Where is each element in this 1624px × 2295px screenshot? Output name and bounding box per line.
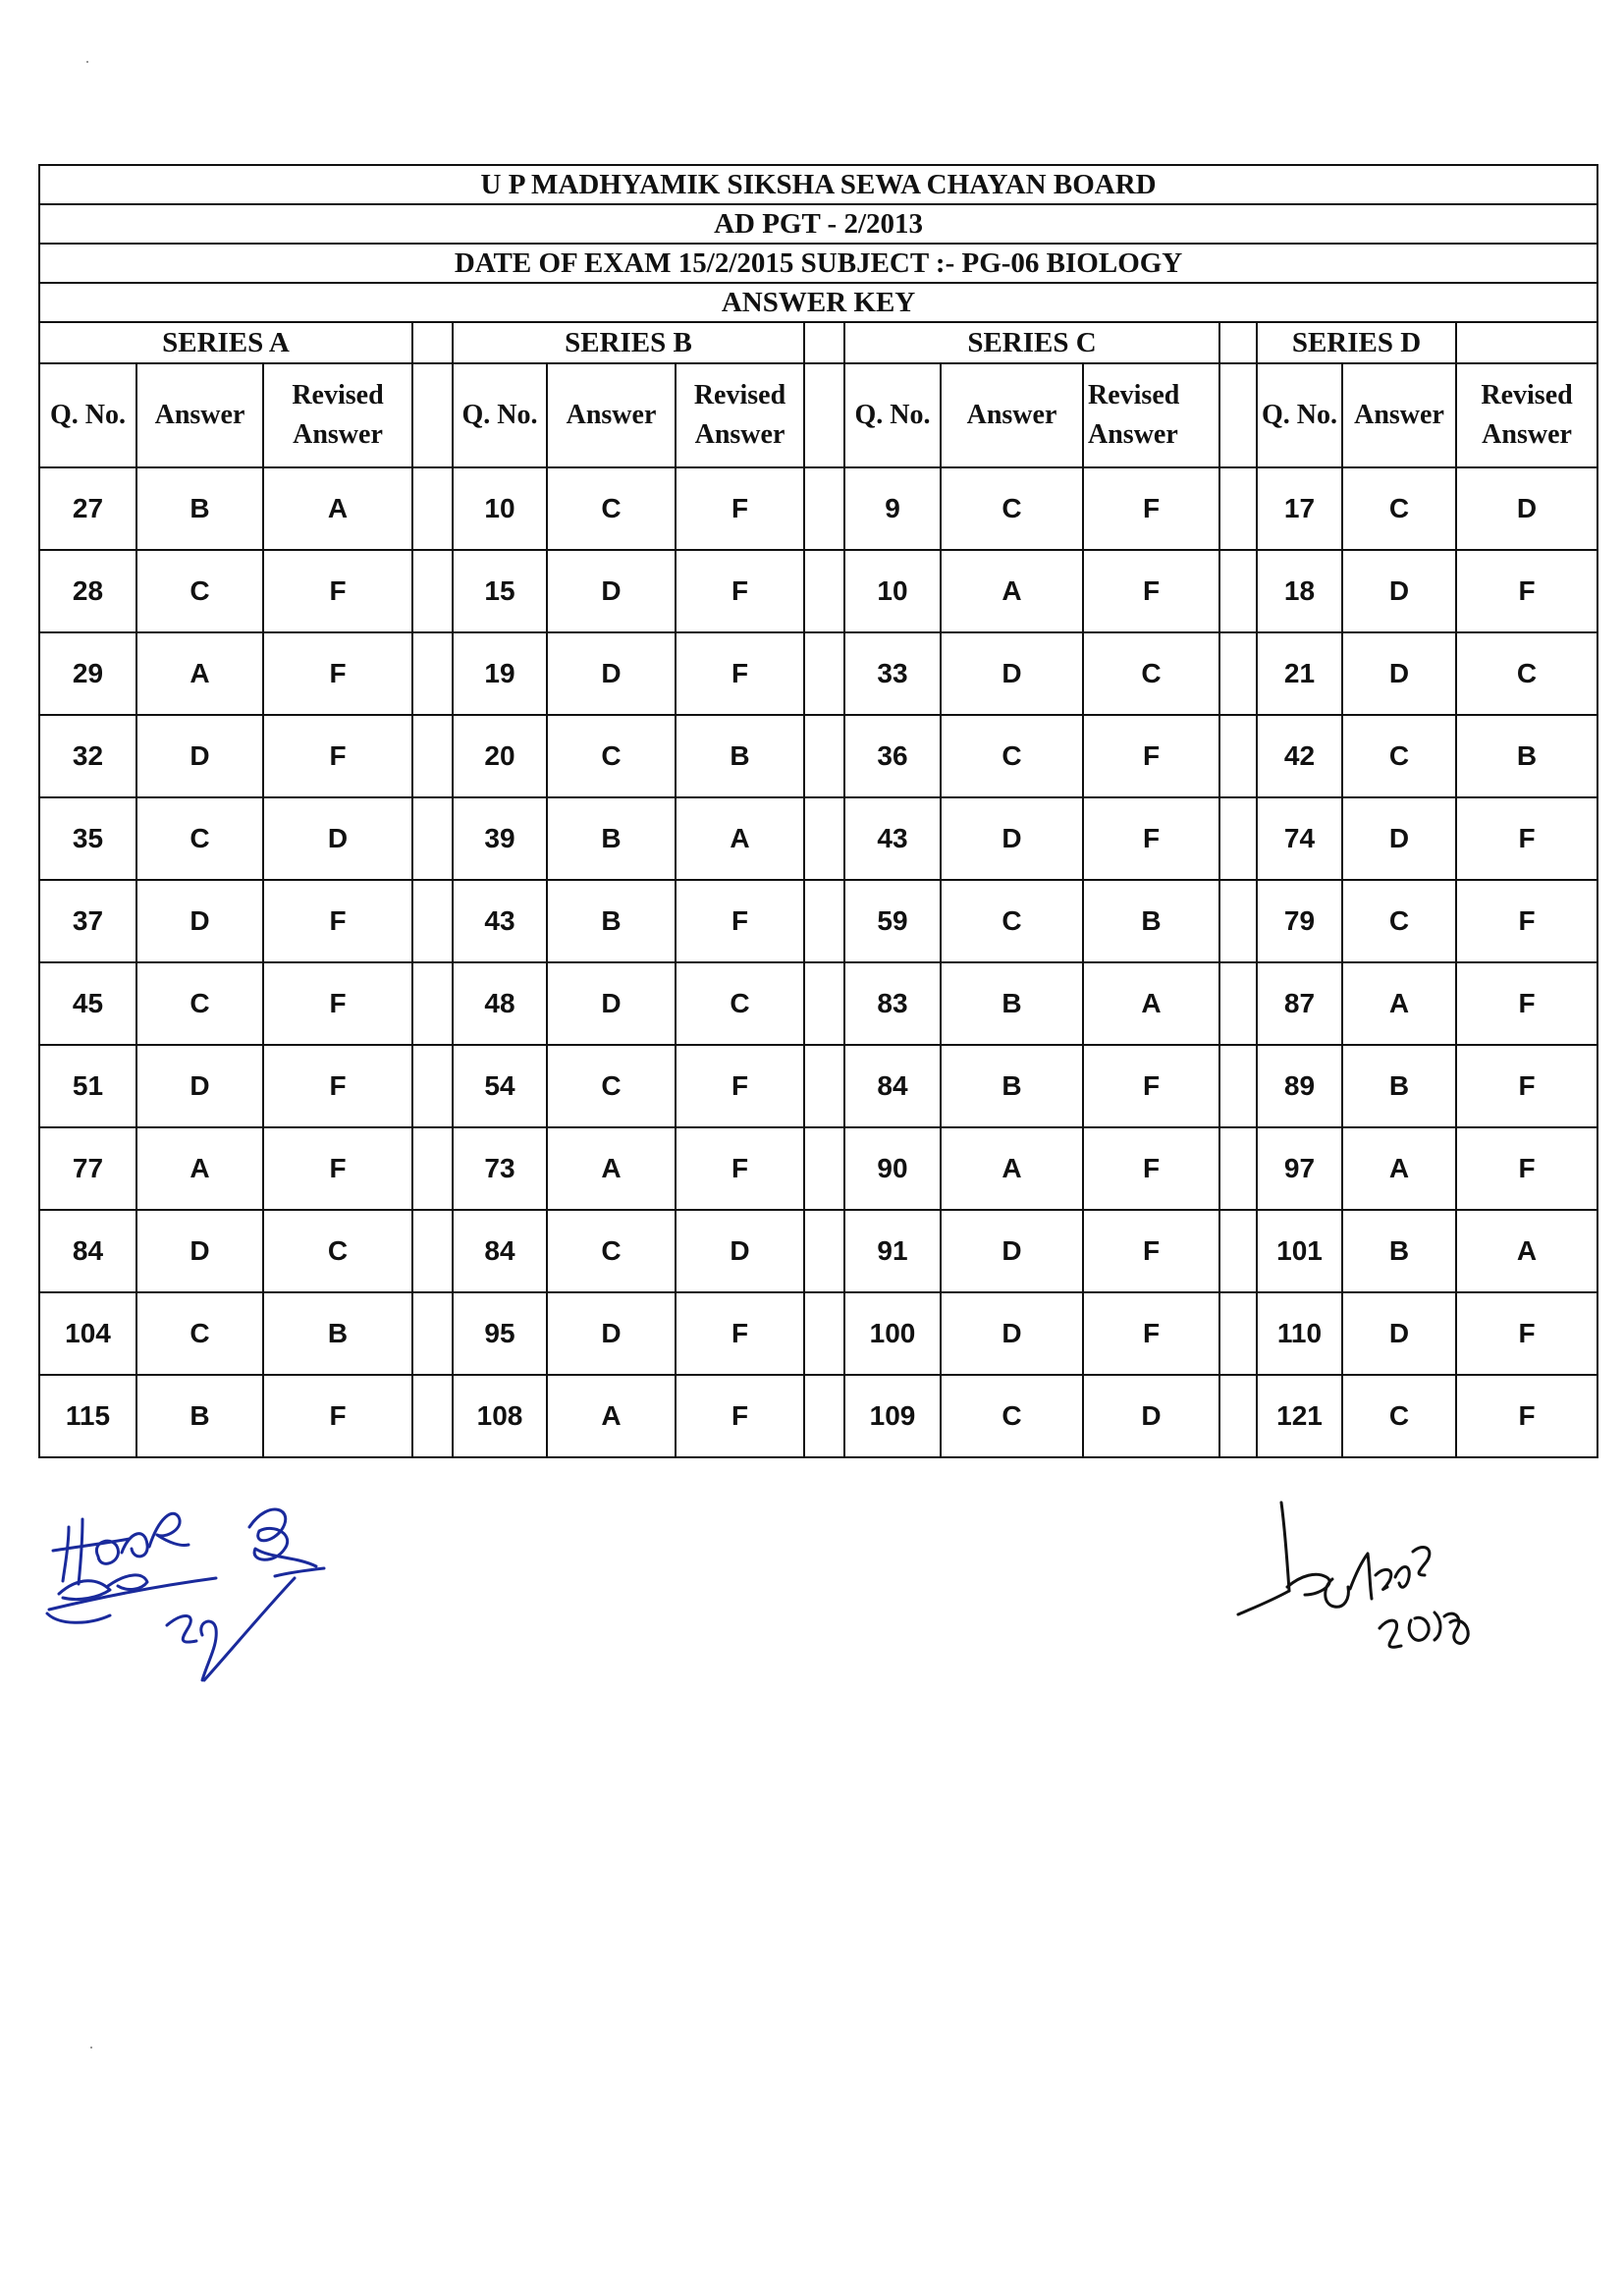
column-gap (804, 467, 844, 550)
column-gap (804, 1210, 844, 1292)
series-b-heading: SERIES B (453, 322, 804, 363)
revised-answer-cell: C (1456, 632, 1597, 715)
column-gap (1219, 1127, 1257, 1210)
revised-answer-cell: F (1456, 797, 1597, 880)
col-revised-answer: Revised Answer (1456, 363, 1597, 467)
revised-answer-cell: D (263, 797, 412, 880)
series-c-heading: SERIES C (844, 322, 1219, 363)
column-gap (804, 880, 844, 962)
table-row (39, 1292, 1597, 1375)
table-row (39, 1210, 1597, 1292)
question-number-cell: 20 (453, 715, 547, 797)
question-number-cell: 17 (1257, 467, 1342, 550)
revised-answer-cell: F (263, 880, 412, 962)
revised-answer-cell: F (1083, 1045, 1219, 1127)
question-number-cell: 10 (844, 550, 941, 632)
column-gap (1219, 467, 1257, 550)
answer-cell: B (136, 467, 263, 550)
question-number-cell: 110 (1257, 1292, 1342, 1375)
table-row (39, 962, 1597, 1045)
answer-cell: C (547, 715, 676, 797)
revised-answer-cell: F (263, 1127, 412, 1210)
column-gap (1219, 1210, 1257, 1292)
revised-answer-cell: A (676, 797, 804, 880)
question-number-cell: 59 (844, 880, 941, 962)
col-qno: Q. No. (844, 363, 941, 467)
column-gap (1219, 797, 1257, 880)
question-number-cell: 84 (39, 1210, 136, 1292)
answer-cell: C (547, 1045, 676, 1127)
series-a-heading: SERIES A (39, 322, 412, 363)
revised-answer-cell: D (1456, 467, 1597, 550)
question-number-cell: 35 (39, 797, 136, 880)
answer-cell: D (941, 1210, 1083, 1292)
signature-right (1232, 1493, 1488, 1660)
column-gap (412, 715, 453, 797)
question-number-cell: 42 (1257, 715, 1342, 797)
table-row (39, 880, 1597, 962)
column-gap (804, 797, 844, 880)
revised-answer-cell: A (263, 467, 412, 550)
revised-answer-cell: B (263, 1292, 412, 1375)
revised-answer-cell: C (1083, 632, 1219, 715)
answer-cell: A (1342, 962, 1456, 1045)
revised-answer-cell: F (676, 1127, 804, 1210)
col-qno: Q. No. (1257, 363, 1342, 467)
column-gap (1219, 962, 1257, 1045)
question-number-cell: 21 (1257, 632, 1342, 715)
question-number-cell: 95 (453, 1292, 547, 1375)
column-gap (804, 962, 844, 1045)
answer-cell: D (941, 1292, 1083, 1375)
question-number-cell: 45 (39, 962, 136, 1045)
column-gap (804, 550, 844, 632)
col-answer: Answer (941, 363, 1083, 467)
column-gap (1219, 322, 1257, 363)
answer-rows (39, 467, 1597, 1457)
answer-cell: C (941, 467, 1083, 550)
answer-cell: A (136, 1127, 263, 1210)
question-number-cell: 9 (844, 467, 941, 550)
table-row (39, 1375, 1597, 1457)
revised-answer-cell: F (676, 880, 804, 962)
answer-cell: B (941, 1045, 1083, 1127)
column-gap (1219, 715, 1257, 797)
revised-answer-cell: F (1083, 715, 1219, 797)
answer-cell: C (1342, 467, 1456, 550)
revised-answer-cell: F (1456, 550, 1597, 632)
column-gap (804, 632, 844, 715)
revised-answer-cell: F (676, 632, 804, 715)
answer-cell: D (136, 880, 263, 962)
answer-cell: C (547, 1210, 676, 1292)
question-number-cell: 91 (844, 1210, 941, 1292)
answer-cell: C (136, 550, 263, 632)
answer-cell: D (547, 632, 676, 715)
answer-cell: D (1342, 632, 1456, 715)
revised-answer-cell: F (263, 715, 412, 797)
answer-cell: C (136, 962, 263, 1045)
column-gap (412, 632, 453, 715)
revised-answer-cell: F (263, 962, 412, 1045)
question-number-cell: 27 (39, 467, 136, 550)
answer-cell: D (547, 1292, 676, 1375)
column-gap (412, 880, 453, 962)
question-number-cell: 15 (453, 550, 547, 632)
answer-cell: C (941, 880, 1083, 962)
column-gap (412, 1292, 453, 1375)
answer-cell: C (136, 797, 263, 880)
col-answer: Answer (1342, 363, 1456, 467)
question-number-cell: 37 (39, 880, 136, 962)
question-number-cell: 28 (39, 550, 136, 632)
revised-answer-cell: F (1083, 550, 1219, 632)
revised-answer-cell: F (676, 1045, 804, 1127)
column-gap (412, 797, 453, 880)
answer-cell: A (1342, 1127, 1456, 1210)
answer-cell: C (941, 715, 1083, 797)
column-gap (1219, 550, 1257, 632)
column-gap (412, 1375, 453, 1457)
question-number-cell: 51 (39, 1045, 136, 1127)
col-answer: Answer (136, 363, 263, 467)
answer-cell: C (136, 1292, 263, 1375)
answer-cell: A (941, 1127, 1083, 1210)
col-revised-answer: Revised Answer (1083, 363, 1219, 467)
scan-speck (90, 2047, 92, 2049)
column-gap (1219, 363, 1257, 467)
column-gap (1219, 880, 1257, 962)
question-number-cell: 36 (844, 715, 941, 797)
answer-cell: C (1342, 880, 1456, 962)
column-gap (412, 467, 453, 550)
revised-answer-cell: F (1456, 1045, 1597, 1127)
revised-answer-cell: B (676, 715, 804, 797)
exam-code: AD PGT - 2/2013 (39, 204, 1597, 244)
answer-key-title: ANSWER KEY (39, 283, 1597, 322)
question-number-cell: 54 (453, 1045, 547, 1127)
revised-answer-cell: F (1456, 1292, 1597, 1375)
signature-left (39, 1488, 334, 1684)
answer-cell: B (547, 880, 676, 962)
revised-answer-cell: F (1456, 1375, 1597, 1457)
revised-answer-cell: F (1083, 1210, 1219, 1292)
question-number-cell: 32 (39, 715, 136, 797)
table-row (39, 467, 1597, 550)
question-number-cell: 115 (39, 1375, 136, 1457)
table-row (39, 550, 1597, 632)
answer-cell: C (1342, 1375, 1456, 1457)
revised-answer-cell: F (676, 550, 804, 632)
revised-answer-cell: A (1456, 1210, 1597, 1292)
revised-answer-cell: A (1083, 962, 1219, 1045)
column-gap (412, 1127, 453, 1210)
answer-cell: D (547, 550, 676, 632)
answer-key-table (38, 164, 1598, 1458)
column-gap (1219, 1045, 1257, 1127)
answer-cell: D (136, 1210, 263, 1292)
answer-cell: D (547, 962, 676, 1045)
answer-cell: D (136, 1045, 263, 1127)
revised-answer-cell: F (1083, 467, 1219, 550)
answer-cell: A (547, 1375, 676, 1457)
question-number-cell: 100 (844, 1292, 941, 1375)
question-number-cell: 48 (453, 962, 547, 1045)
question-number-cell: 121 (1257, 1375, 1342, 1457)
revised-answer-cell: C (263, 1210, 412, 1292)
column-gap (412, 1210, 453, 1292)
series-d-heading: SERIES D (1257, 322, 1456, 363)
col-qno: Q. No. (453, 363, 547, 467)
answer-cell: D (941, 632, 1083, 715)
question-number-cell: 101 (1257, 1210, 1342, 1292)
board-title: U P MADHYAMIK SIKSHA SEWA CHAYAN BOARD (39, 165, 1597, 204)
column-gap (804, 363, 844, 467)
question-number-cell: 89 (1257, 1045, 1342, 1127)
answer-cell: B (136, 1375, 263, 1457)
column-gap (412, 1045, 453, 1127)
answer-cell: D (941, 797, 1083, 880)
revised-answer-cell: B (1083, 880, 1219, 962)
answer-cell: B (547, 797, 676, 880)
revised-answer-cell: D (1083, 1375, 1219, 1457)
revised-answer-cell: D (676, 1210, 804, 1292)
column-gap (1219, 632, 1257, 715)
question-number-cell: 33 (844, 632, 941, 715)
revised-answer-cell: F (263, 1375, 412, 1457)
question-number-cell: 74 (1257, 797, 1342, 880)
column-gap (1219, 1375, 1257, 1457)
col-revised-answer: Revised Answer (676, 363, 804, 467)
question-number-cell: 108 (453, 1375, 547, 1457)
revised-answer-cell: F (1456, 880, 1597, 962)
answer-cell: D (1342, 1292, 1456, 1375)
answer-cell: C (941, 1375, 1083, 1457)
question-number-cell: 104 (39, 1292, 136, 1375)
question-number-cell: 109 (844, 1375, 941, 1457)
revised-answer-cell: F (263, 632, 412, 715)
question-number-cell: 83 (844, 962, 941, 1045)
revised-answer-cell: C (676, 962, 804, 1045)
column-gap (412, 550, 453, 632)
answer-cell: B (1342, 1045, 1456, 1127)
answer-cell: B (1342, 1210, 1456, 1292)
answer-cell: C (547, 467, 676, 550)
revised-answer-cell: F (1083, 1127, 1219, 1210)
question-number-cell: 29 (39, 632, 136, 715)
column-gap (804, 1045, 844, 1127)
table-row (39, 715, 1597, 797)
column-gap (804, 1127, 844, 1210)
answer-cell: D (1342, 797, 1456, 880)
table-row (39, 1127, 1597, 1210)
column-gap (804, 1292, 844, 1375)
question-number-cell: 79 (1257, 880, 1342, 962)
revised-answer-cell: F (676, 1375, 804, 1457)
question-number-cell: 43 (453, 880, 547, 962)
question-number-cell: 43 (844, 797, 941, 880)
revised-answer-cell: F (676, 1292, 804, 1375)
answer-cell: D (136, 715, 263, 797)
revised-answer-cell: F (263, 1045, 412, 1127)
answer-cell: A (136, 632, 263, 715)
question-number-cell: 18 (1257, 550, 1342, 632)
question-number-cell: 10 (453, 467, 547, 550)
table-row (39, 797, 1597, 880)
exam-date-subject: DATE OF EXAM 15/2/2015 SUBJECT :- PG-06 BIOLOGY (39, 244, 1597, 283)
answer-cell: B (941, 962, 1083, 1045)
question-number-cell: 90 (844, 1127, 941, 1210)
table-row (39, 1045, 1597, 1127)
revised-answer-cell: B (1456, 715, 1597, 797)
column-gap (412, 962, 453, 1045)
col-revised-answer: Revised Answer (263, 363, 412, 467)
question-number-cell: 97 (1257, 1127, 1342, 1210)
revised-answer-cell: F (1456, 962, 1597, 1045)
scan-speck (86, 61, 88, 63)
column-gap (804, 1375, 844, 1457)
answer-cell: A (547, 1127, 676, 1210)
column-gap (804, 322, 844, 363)
revised-answer-cell: F (1083, 797, 1219, 880)
answer-cell: A (941, 550, 1083, 632)
col-qno: Q. No. (39, 363, 136, 467)
table-row (39, 632, 1597, 715)
column-gap (1219, 1292, 1257, 1375)
question-number-cell: 73 (453, 1127, 547, 1210)
revised-answer-cell: F (263, 550, 412, 632)
column-gap (412, 322, 453, 363)
question-number-cell: 39 (453, 797, 547, 880)
question-number-cell: 87 (1257, 962, 1342, 1045)
column-gap (804, 715, 844, 797)
revised-answer-cell: F (1083, 1292, 1219, 1375)
revised-answer-cell: F (1456, 1127, 1597, 1210)
question-number-cell: 19 (453, 632, 547, 715)
question-number-cell: 77 (39, 1127, 136, 1210)
series-d-heading-blank (1456, 322, 1597, 363)
question-number-cell: 84 (453, 1210, 547, 1292)
column-gap (412, 363, 453, 467)
answer-cell: C (1342, 715, 1456, 797)
answer-cell: D (1342, 550, 1456, 632)
col-answer: Answer (547, 363, 676, 467)
revised-answer-cell: F (676, 467, 804, 550)
question-number-cell: 84 (844, 1045, 941, 1127)
